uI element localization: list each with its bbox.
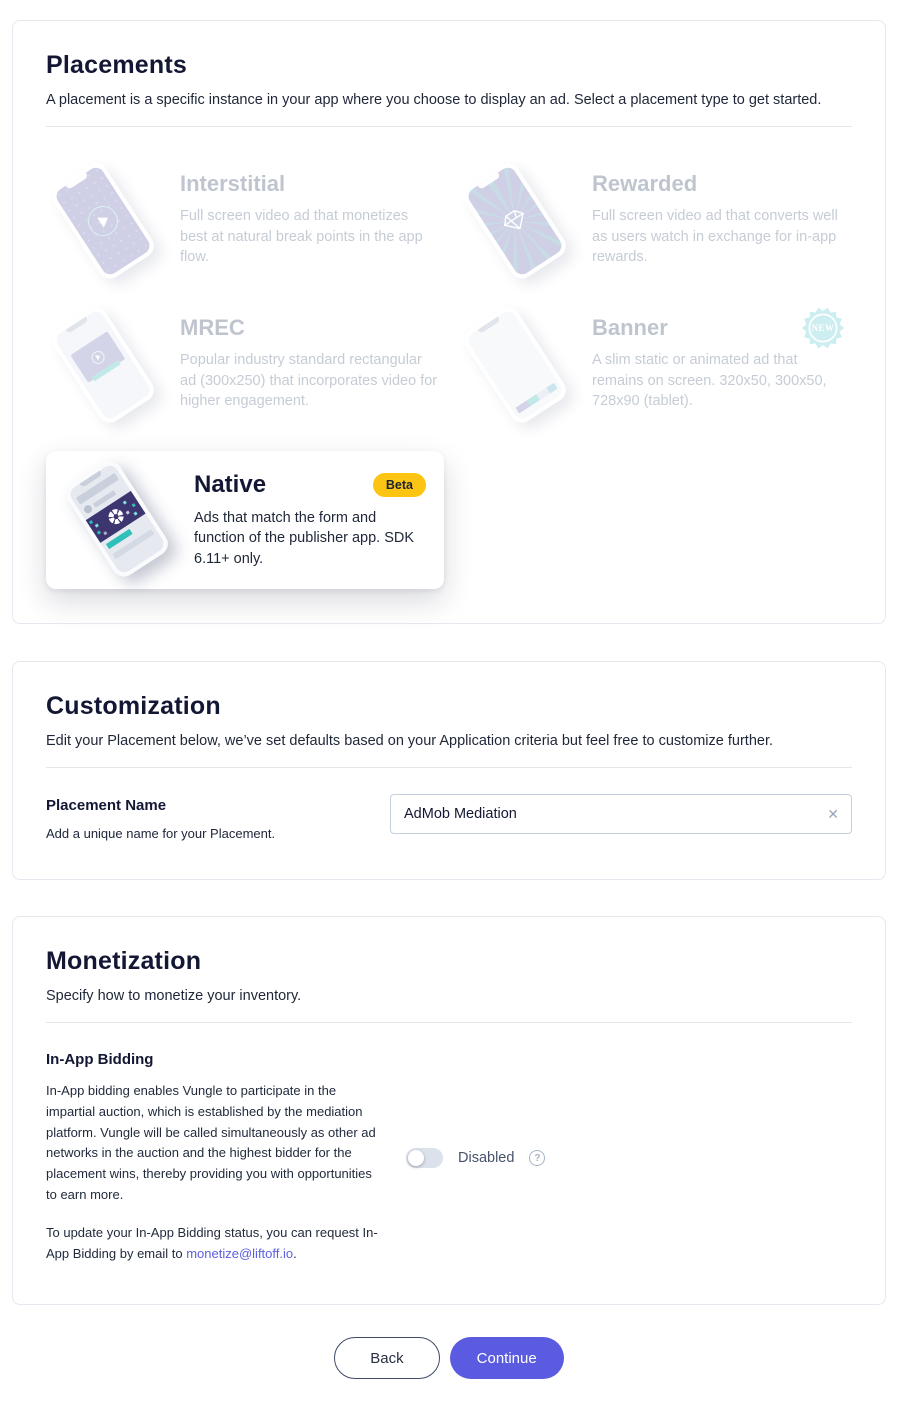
customization-title: Customization [46, 692, 221, 720]
placement-name-input[interactable] [390, 794, 852, 834]
type-title: Interstitial [180, 171, 286, 196]
mrec-phone-icon [46, 307, 166, 425]
interstitial-phone-icon [46, 163, 166, 281]
continue-button[interactable]: Continue [450, 1337, 564, 1379]
in-app-bidding-request-note: To update your In-App Bidding status, you can request In-App Bidding by email to monetize@liftoff.io. [46, 1224, 378, 1261]
placement-type-native-selected[interactable] [46, 451, 444, 589]
in-app-bidding-toggle[interactable] [406, 1148, 443, 1168]
type-description: A slim static or animated ad that remains on screen. 320x50, 300x50, 728x90 (tablet). [592, 352, 827, 410]
placement-type-interstitial[interactable] [46, 163, 440, 287]
help-icon[interactable]: ? [529, 1150, 545, 1166]
placement-name-label: Placement Name [46, 797, 167, 814]
native-phone-icon [60, 461, 180, 579]
clear-input-icon[interactable]: ✕ [827, 806, 839, 822]
placement-type-rewarded[interactable] [458, 163, 852, 287]
new-badge-icon [802, 307, 844, 349]
aperture-icon [105, 507, 126, 528]
placements-title: Placements [46, 51, 187, 79]
placements-subtitle: A placement is a specific instance in your app where you choose to display an ad. Select a placement type to get started. [46, 92, 822, 108]
placement-type-mrec[interactable] [46, 307, 440, 431]
customization-subtitle: Edit your Placement below, we’ve set defaults based on your Application criteria but feel free to customize further. [46, 733, 774, 749]
in-app-bidding-label: In-App Bidding [46, 1051, 154, 1068]
placement-type-grid [46, 127, 852, 589]
type-title: Banner [592, 315, 668, 340]
beta-badge: Beta [373, 473, 426, 497]
customization-section [12, 661, 886, 880]
back-button[interactable]: Back [334, 1337, 439, 1379]
new-badge-label: NEW [811, 323, 835, 334]
type-description: Ads that match the form and function of the publisher app. SDK 6.11+ only. [194, 509, 415, 567]
monetize-email-link[interactable]: monetize@liftoff.io [186, 1245, 294, 1261]
type-description: Full screen video ad that converts well as users watch in exchange for in-app rewards. [592, 208, 838, 266]
in-app-bidding-description: In-App bidding enables Vungle to participate in the impartial auction, which is established by the mediation platform. Vungle will be called simultaneously as other ad networks in the auction and the highest bidder for the placement wins, thereby providing you with opportunities to earn more. [46, 1083, 376, 1202]
rewarded-phone-icon [458, 163, 578, 281]
banner-phone-icon [458, 307, 578, 425]
monetization-title: Monetization [46, 947, 202, 975]
wizard-footer [0, 1337, 898, 1409]
type-title: Native [194, 470, 267, 498]
monetization-subtitle: Specify how to monetize your inventory. [46, 988, 302, 1004]
type-title: MREC [180, 315, 245, 340]
type-description: Full screen video ad that monetizes best at natural break points in the app flow. [180, 208, 423, 266]
in-app-bidding-state: Disabled [458, 1150, 515, 1167]
gem-icon [498, 204, 533, 238]
monetization-section [12, 916, 886, 1305]
type-description: Popular industry standard rectangular ad (300x250) that incorporates video for higher engagement. [180, 352, 438, 410]
type-title: Rewarded [592, 171, 698, 196]
placements-section [12, 20, 886, 624]
placement-type-banner[interactable] [458, 307, 852, 431]
placement-name-helper: Add a unique name for your Placement. [46, 826, 276, 841]
